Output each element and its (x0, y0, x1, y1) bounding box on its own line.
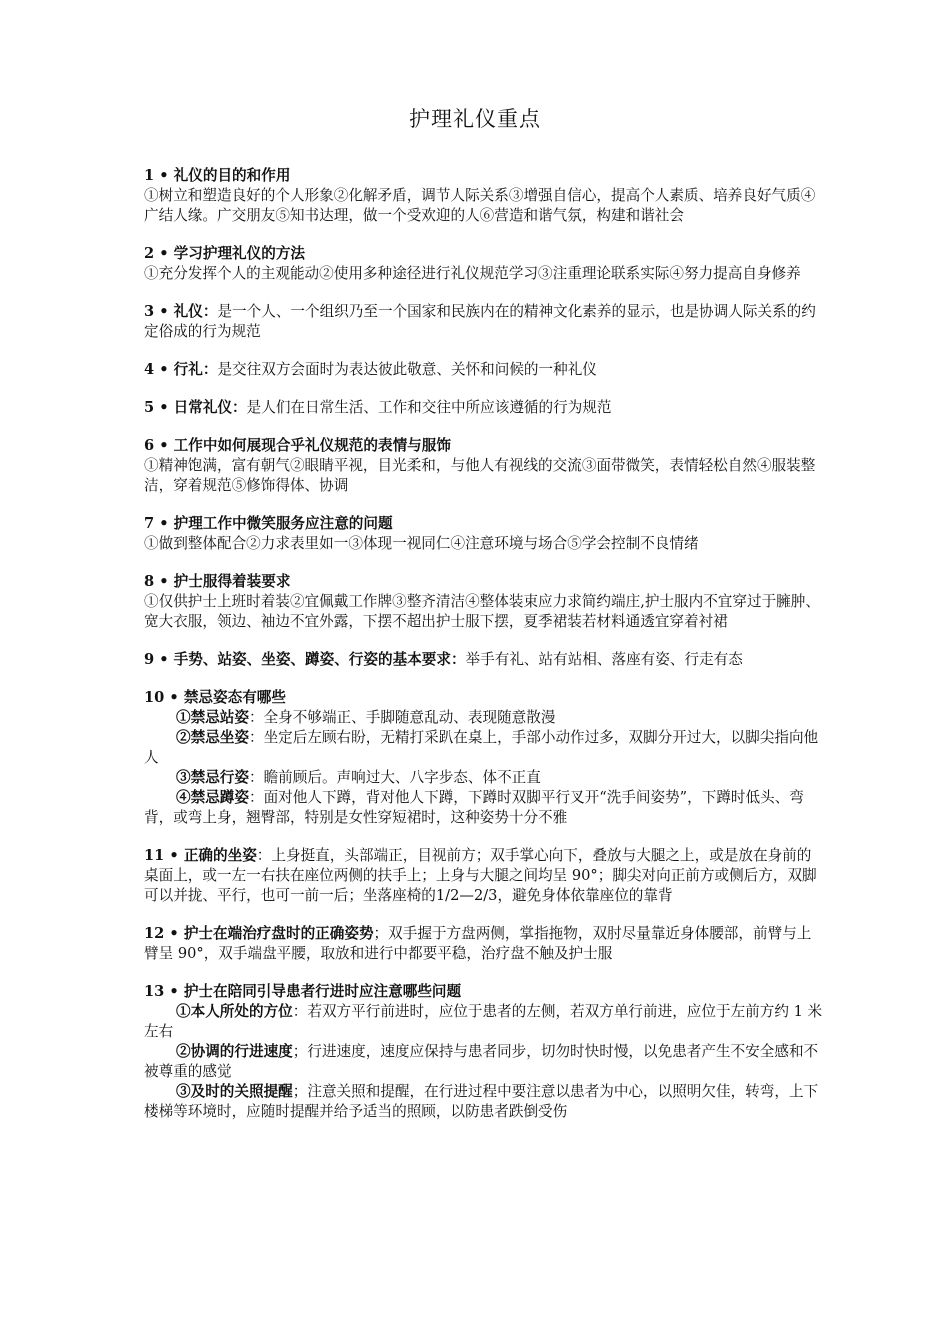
section-heading-line (144, 398, 824, 418)
section-heading: 护士在端治疗盘时的正确姿势 (183, 925, 374, 942)
section-heading: 礼仪： (173, 303, 218, 320)
section-number: 11 • (144, 847, 184, 864)
sub-item (144, 708, 824, 728)
section-number: 5 • (144, 399, 174, 416)
section-8 (144, 572, 824, 632)
sub-item (144, 788, 824, 828)
sub-item-text: ；行进速度，速度应保持与患者同步，切勿时快时慢，以免患者产生不安全感和不被尊重的感觉 (144, 1043, 819, 1080)
section-inline-text: ；双手握于方盘两侧，掌指拖物，双肘尽量靠近身体腰部，前臂与上臂呈 90°，双手端盘平腰，取放和进行中都要平稳，治疗盘不触及护士服 (144, 925, 812, 962)
section-number: 8 • (144, 573, 174, 590)
section-heading: 礼仪的目的和作用 (173, 167, 291, 184)
section-heading-line (144, 436, 824, 456)
section-11 (144, 846, 824, 906)
section-heading-line (144, 302, 824, 342)
section-10 (144, 688, 824, 828)
sub-item-label: ①禁忌站姿 (176, 709, 249, 726)
section-12 (144, 924, 824, 964)
section-heading-line (144, 982, 824, 1002)
section-heading: 工作中如何展现合乎礼仪规范的表情与服饰 (173, 437, 451, 454)
sub-item (144, 768, 824, 788)
sub-item-label: ④禁忌蹲姿 (176, 789, 249, 806)
sub-item (144, 1082, 824, 1122)
section-heading-line (144, 360, 824, 380)
section-inline-text: 是人们在日常生活、工作和交往中所应该遵循的行为规范 (246, 399, 612, 416)
sub-item-text: ：瞻前顾后。声响过大、八字步态、体不正直 (248, 769, 541, 786)
section-number: 3 • (144, 303, 174, 320)
section-body: ①树立和塑造良好的个人形象②化解矛盾，调节人际关系③增强自信心，提高个人素质、培养良好气质④广结人缘。广交朋友⑤知书达理，做一个受欢迎的人⑥营造和谐气氛，构建和谐社会 (144, 187, 816, 224)
section-inline-text: 是一个人、一个组织乃至一个国家和民族内在的精神文化素养的显示，也是协调人际关系的约定俗成的行为规范 (144, 303, 816, 340)
section-heading: 日常礼仪： (173, 399, 247, 416)
section-heading-line (144, 688, 824, 708)
section-number: 1 • (144, 167, 174, 184)
section-heading: 学习护理礼仪的方法 (173, 245, 306, 262)
section-9 (144, 650, 824, 670)
section-4 (144, 360, 824, 380)
section-inline-text: 是交往双方会面时为表达彼此敬意、关怀和问候的一种礼仪 (217, 361, 597, 378)
section-inline-text: ：上身挺直，头部端正，目视前方；双手掌心向下，叠放与大腿之上，或是放在身前的桌面上，或一左一右扶在座位两侧的扶手上；上身与大腿之间均呈 90°；脚尖对向正前方或侧后方，双脚可以并拢、平行，也可一前一后；坐落座椅的1/2—2/3，避免身体依靠座位的靠背 (144, 847, 817, 904)
sub-item-label: ②协调的行进速度 (176, 1043, 293, 1060)
section-2 (144, 244, 824, 284)
section-heading-line (144, 166, 824, 186)
section-number: 7 • (144, 515, 174, 532)
section-number: 12 • (144, 925, 184, 942)
section-heading-line (144, 846, 824, 906)
sub-item (144, 728, 824, 768)
section-body: ①仅供护士上班时着装②宜佩戴工作牌③整齐清洁④整体装束应力求简约端庄,护士服内不宜穿过于臃肿、宽大衣服，领边、袖边不宜外露，下摆不超出护士服下摆，夏季裙装若材料通透宜穿着衬裙 (144, 593, 820, 630)
section-inline-text: 举手有礼、站有站相、落座有姿、行走有态 (465, 651, 743, 668)
section-heading: 护士在陪同引导患者行进时应注意哪些问题 (183, 983, 462, 1000)
section-13 (144, 982, 824, 1122)
section-heading: 禁忌姿态有哪些 (183, 689, 286, 706)
section-heading: 护理工作中微笑服务应注意的问题 (173, 515, 393, 532)
sub-item-text: ：面对他人下蹲，背对他人下蹲，下蹲时双脚平行叉开“洗手间姿势”，下蹲时低头、弯背，或弯上身，翘臀部，特别是女性穿短裙时，这种姿势十分不雅 (144, 789, 804, 826)
sub-item-label: ②禁忌坐姿 (176, 729, 249, 746)
section-heading-line (144, 514, 824, 534)
section-number: 13 • (144, 983, 184, 1000)
sub-item (144, 1002, 824, 1042)
section-3 (144, 302, 824, 342)
document-body (144, 166, 824, 1140)
sub-item-text: ；注意关照和提醒，在行进过程中要注意以患者为中心，以照明欠佳，转弯，上下楼梯等环境时，应随时提醒并给予适当的照顾，以防患者跌倒受伤 (144, 1083, 819, 1120)
section-body: ①充分发挥个人的主观能动②使用多种途径进行礼仪规范学习③注重理论联系实际④努力提高自身修养 (144, 265, 801, 282)
section-heading-line (144, 924, 824, 964)
sub-item-text: ：若双方平行前进时，应位于患者的左侧，若双方单行前进，应位于左前方约 1 米左右 (144, 1003, 823, 1040)
sub-item-label: ③及时的关照提醒 (176, 1083, 293, 1100)
section-heading-line (144, 244, 824, 264)
section-1 (144, 166, 824, 226)
sub-item-text: ：全身不够端正、手脚随意乱动、表现随意散漫 (248, 709, 556, 726)
section-heading-line (144, 572, 824, 592)
section-5 (144, 398, 824, 418)
page-title: 护理礼仪重点 (409, 107, 541, 131)
section-number: 2 • (144, 245, 174, 262)
sub-item-label: ①本人所处的方位 (176, 1003, 293, 1020)
section-body: ①精神饱满，富有朝气②眼睛平视，目光柔和，与他人有视线的交流③面带微笑，表情轻松自然④服装整洁，穿着规范⑤修饰得体、协调 (144, 457, 816, 494)
sub-item (144, 1042, 824, 1082)
section-number: 6 • (144, 437, 174, 454)
section-6 (144, 436, 824, 496)
section-number: 4 • (144, 361, 174, 378)
section-7 (144, 514, 824, 554)
sub-item-text: ：坐定后左顾右盼，无精打采趴在桌上，手部小动作过多，双脚分开过大，以脚尖指向他人 (144, 729, 819, 766)
section-heading: 正确的坐姿 (183, 847, 257, 864)
section-body: ①做到整体配合②力求表里如一③体现一视同仁④注意环境与场合⑤学会控制不良情绪 (144, 535, 699, 552)
section-number: 10 • (144, 689, 184, 706)
section-heading: 行礼： (173, 361, 218, 378)
section-heading: 手势、站姿、坐姿、蹲姿、行姿的基本要求： (173, 651, 466, 668)
section-number: 9 • (144, 651, 174, 668)
section-heading: 护士服得着装要求 (173, 573, 291, 590)
sub-item-label: ③禁忌行姿 (176, 769, 249, 786)
section-heading-line (144, 650, 824, 670)
